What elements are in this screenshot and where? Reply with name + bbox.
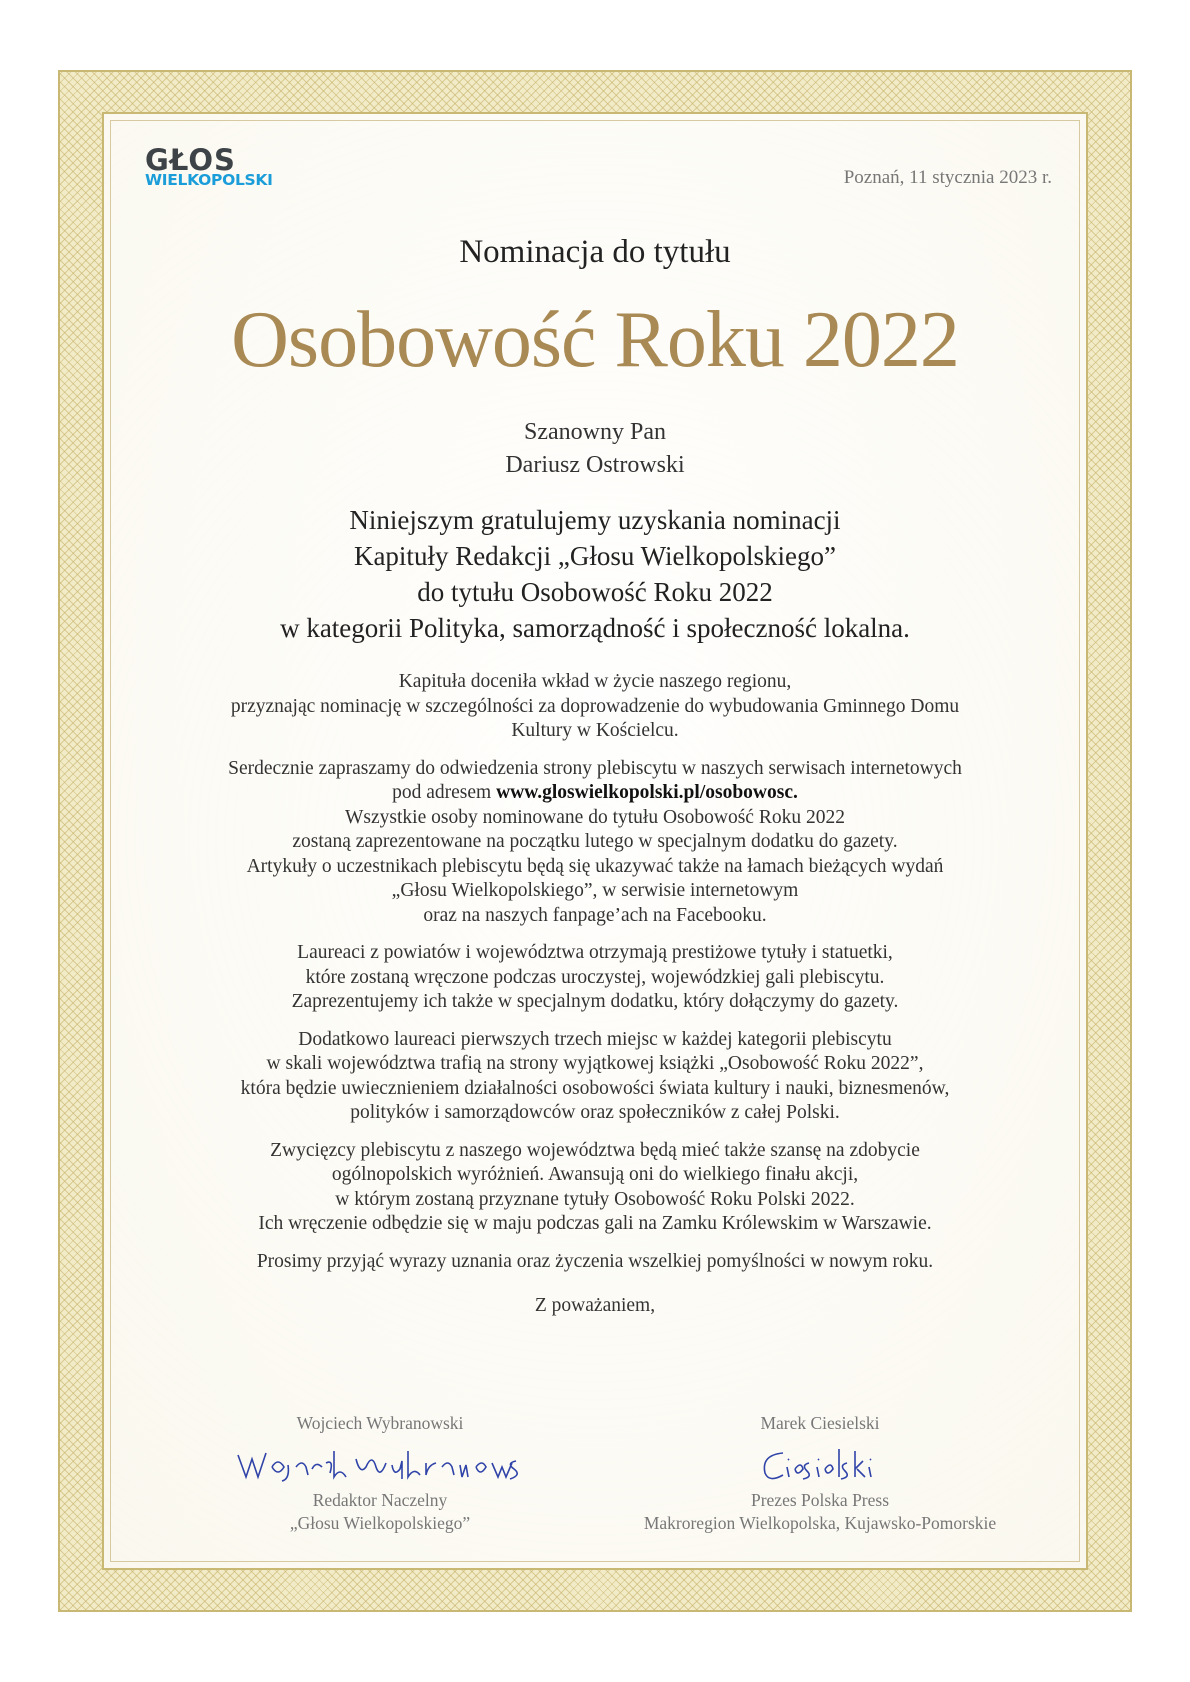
paragraph-invitation [140,757,1050,929]
text-line: przyznając nominację w szczególności za doprowadzenie do wybudowania Gminnego Domu [230,695,960,717]
salutation-greeting: Szanowny Pan [524,419,666,445]
text-line: która będzie uwiecznieniem działalności osobowości świata kultury i nauki, biznesmenów, [240,1077,950,1099]
closing-phrase: Z poważaniem, [534,1295,656,1316]
text-line: „Głosu Wielkopolskiego”, w serwisie internetowym [391,880,799,901]
paragraph-book [140,1028,1050,1126]
text-line: oraz na naszych fanpage’ach na Facebooku. [423,904,767,926]
letter-date: Poznań, 11 stycznia 2023 r. [843,167,1052,188]
signatory-organization: „Głosu Wielkopolskiego” [289,1513,471,1533]
intro-line: Niniejszym gratulujemy uzyskania nominacji [349,505,841,535]
text-line: Laureaci z powiatów i województwa otrzymają prestiżowe tytuły i statuetki, [297,942,893,963]
signatory-role: Redaktor Naczelny [312,1490,448,1510]
signatory-name: Marek Ciesielski [760,1413,880,1433]
plebiscite-url-link[interactable]: www.gloswielkopolski.pl/osobowosc. [496,782,798,803]
signature-block-editor [200,1412,560,1535]
text-line: Kultury w Kościelcu. [511,720,679,741]
text-line: Artykuły o uczestnikach plebiscytu będą się ukazywać także na łamach bieżących wydań [246,855,944,877]
paragraph-national-final [140,1139,1050,1237]
text-line: Serdecznie zapraszamy do odwiedzenia strony plebiscytu w naszych serwisach internetowych [228,757,962,779]
signatory-name: Wojciech Wybranowski [296,1413,464,1433]
glos-wielkopolski-logo [145,143,273,189]
intro-line: w kategorii Polityka, samorządność i społeczność lokalna. [280,613,910,643]
text-line: Kapituła doceniła wkład w życie naszego regionu, [398,671,792,692]
text-line: ogólnopolskich wyróżnień. Awansują oni do wielkiego finału akcji, [331,1164,859,1185]
text-line: Dodatkowo laureaci pierwszych trzech miejsc w każdej kategorii plebiscytu [298,1028,892,1050]
text-line: Ich wręczenie odbędzie się w maju podczas gali na Zamku Królewskim w Warszawie. [258,1213,932,1234]
nomination-statement [140,502,1050,646]
letter-body [140,670,1050,1287]
intro-line: do tytułu Osobowość Roku 2022 [417,577,773,607]
text-line: Zwycięzcy plebiscytu z naszego województwa będą mieć także szansę na zdobycie [270,1139,920,1161]
nomination-heading: Nominacja do tytułu [459,234,731,270]
signature-block-president [600,1412,1040,1535]
text-line: Wszystkie osoby nominowane do tytułu Osobowość Roku 2022 [345,806,845,828]
paragraph-wishes: Prosimy przyjąć wyrazy uznania oraz życzenia wszelkiej pomyślności w nowym roku. [256,1250,934,1272]
salutation [140,416,1050,482]
text-line: polityków i samorządowców oraz społeczników z całej Polski. [350,1102,840,1123]
signatory-role: Prezes Polska Press [750,1490,890,1510]
signatory-organization: Makroregion Wielkopolska, Kujawsko-Pomorskie [643,1513,997,1533]
text-line: które zostaną wręczone podczas uroczystej, wojewódzkiej gali plebiscytu. [305,966,885,988]
award-title: Osobowość Roku 2022 [231,296,959,384]
intro-line: Kapituły Redakcji „Głosu Wielkopolskiego” [353,541,837,571]
text-line: pod adresem [392,782,497,803]
recipient-name: Dariusz Ostrowski [505,452,685,478]
text-line: zostaną zaprezentowane na początku lutego w specjalnym dodatku do gazety. [292,831,898,852]
logo-line2: WIELKOPOLSKI [145,171,273,189]
text-line: w skali województwa trafią na strony wyjątkowej książki „Osobowość Roku 2022”, [266,1053,924,1074]
logo-line1: GŁOS [145,143,236,177]
handwritten-signature [230,1441,530,1485]
text-line: Zaprezentujemy ich także w specjalnym dodatku, który dołączymy do gazety. [291,991,899,1012]
paragraph-recognition [140,670,1050,744]
text-line: w którym zostaną przyznane tytuły Osobowość Roku Polski 2022. [335,1188,855,1210]
handwritten-signature [755,1441,885,1485]
paragraph-laureates [140,941,1050,1015]
